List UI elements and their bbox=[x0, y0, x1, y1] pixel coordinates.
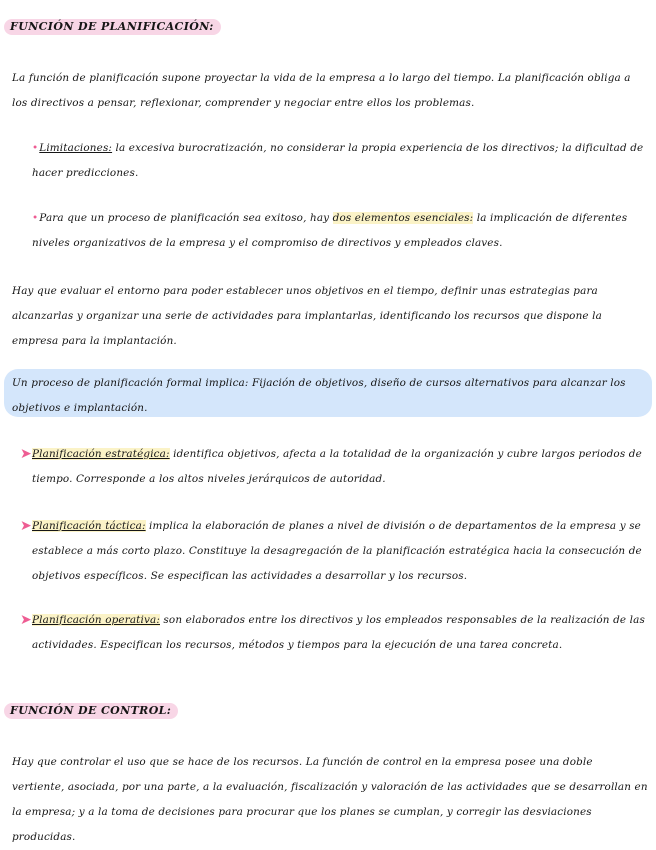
control-paragraph: Hay que controlar el uso que se hace de los recursos. La función de control en la empresa posee una doble vertiente, asociada, por una parte, a la evaluación, fiscalización y valoración de las actividades que se desarrollan en la empresa; y a la toma de decisiones para procurar que los planes se cumplan, y corregir las desviaciones producidas. bbox=[12, 756, 648, 843]
tactical-planning-term: Planificación táctica: bbox=[32, 520, 146, 532]
pink-dot-bullet-icon: • bbox=[32, 142, 39, 154]
pink-arrow-icon: ➤ bbox=[20, 612, 32, 628]
success-elements-bullet bbox=[32, 206, 646, 256]
strategic-planning-term: Planificación estratégica: bbox=[32, 448, 170, 460]
control-heading: FUNCIÓN DE CONTROL: bbox=[4, 703, 178, 719]
planning-intro: La función de planificación supone proyectar la vida de la empresa a lo largo del tiempo. La planificación obliga a los directivos a pensar, reflexionar, comprender y negociar entre ellos los problemas. bbox=[12, 72, 631, 109]
formal-process-text: Un proceso de planificación formal implica: Fijación de objetivos, diseño de cursos alternativos para alcanzar los objetivos e implantación. bbox=[12, 377, 626, 414]
success-text-after: la implicación de diferentes niveles organizativos de la empresa y el compromiso de directivos y empleados claves. bbox=[32, 212, 628, 249]
tactical-planning-text: implica la elaboración de planes a nivel de división o de departamentos de la empresa y se establece a más corto plazo. Constituye la desagregación de la planificación estratégica hacia la consecución de objetivos específicos. Se especifican las actividades a desarrollar y los recursos. bbox=[32, 520, 642, 582]
pink-arrow-icon: ➤ bbox=[20, 518, 32, 534]
pink-dot-bullet-icon: • bbox=[32, 212, 39, 224]
essential-elements-highlight: dos elementos esenciales: bbox=[332, 212, 474, 224]
tactical-planning-item bbox=[20, 514, 646, 589]
operational-planning-term: Planificación operativa: bbox=[32, 614, 160, 626]
limitations-text: la excesiva burocratización, no considerar la propia experiencia de los directivos; la dificultad de hacer predicciones. bbox=[32, 142, 644, 179]
pink-arrow-icon: ➤ bbox=[20, 446, 32, 462]
operational-planning-item bbox=[20, 608, 646, 658]
limitations-term: Limitaciones: bbox=[39, 142, 113, 154]
planning-heading: FUNCIÓN DE PLANIFICACIÓN: bbox=[4, 19, 221, 35]
success-text-before: Para que un proceso de planificación sea exitoso, hay bbox=[39, 212, 333, 224]
operational-planning-text: son elaborados entre los directivos y los empleados responsables de la realización de las actividades. Especifican los recursos, métodos y tiempos para la ejecución de una tarea concreta. bbox=[32, 614, 645, 651]
strategic-planning-text: identifica objetivos, afecta a la totalidad de la organización y cubre largos periodos de tiempo. Corresponde a los altos niveles jerárquicos de autoridad. bbox=[32, 448, 642, 485]
limitations-bullet bbox=[32, 136, 646, 186]
evaluate-paragraph: Hay que evaluar el entorno para poder establecer unos objetivos en el tiempo, definir unas estrategias para alcanzarlas y organizar una serie de actividades para implantarlas, identificando los recursos que dispone la empresa para la implantación. bbox=[12, 285, 603, 347]
strategic-planning-item bbox=[20, 442, 646, 492]
